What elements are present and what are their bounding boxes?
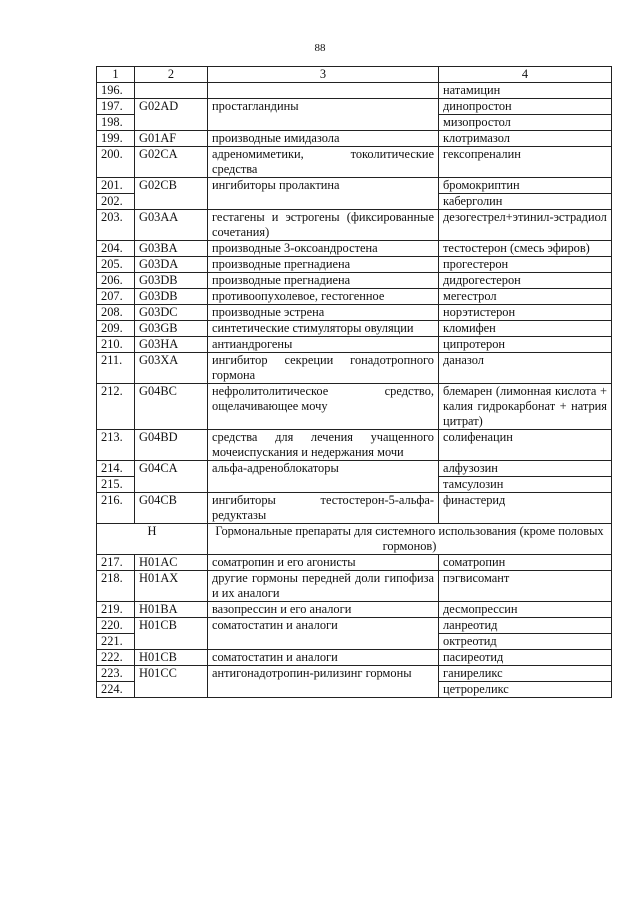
drug-name: финастерид xyxy=(439,493,612,524)
drug-name: октреотид xyxy=(439,634,612,650)
section-row xyxy=(97,524,612,555)
drug-group: производные эстрена xyxy=(208,305,439,321)
atc-code: H01CC xyxy=(135,666,208,698)
drug-name: динопростон xyxy=(439,99,612,115)
header-col-4: 4 xyxy=(439,67,612,83)
row-number: 221. xyxy=(97,634,135,650)
row-number: 203. xyxy=(97,210,135,241)
drug-name: ципротерон xyxy=(439,337,612,353)
drug-name: десмопрессин xyxy=(439,602,612,618)
row-number: 218. xyxy=(97,571,135,602)
atc-code: G02AD xyxy=(135,99,208,131)
row-number: 205. xyxy=(97,257,135,273)
row-number: 207. xyxy=(97,289,135,305)
drug-name: дезогестрел+этинил-эстрадиол xyxy=(439,210,612,241)
drug-name: соматропин xyxy=(439,555,612,571)
row-number: 212. xyxy=(97,384,135,430)
drug-group: гестагены и эстрогены (фиксированные сочетания) xyxy=(208,210,439,241)
header-col-2: 2 xyxy=(135,67,208,83)
drug-group: соматропин и его агонисты xyxy=(208,555,439,571)
atc-code: G02CB xyxy=(135,178,208,210)
drug-group: другие гормоны передней доли гипофиза и их аналоги xyxy=(208,571,439,602)
row-number: 206. xyxy=(97,273,135,289)
table-row xyxy=(97,147,612,178)
atc-code: H01BA xyxy=(135,602,208,618)
page-number: 88 xyxy=(314,42,326,54)
table-row xyxy=(97,555,612,571)
table-row xyxy=(97,353,612,384)
row-number: 219. xyxy=(97,602,135,618)
row-number: 215. xyxy=(97,477,135,493)
drug-group: синтетические стимуляторы овуляции xyxy=(208,321,439,337)
atc-code: G03XA xyxy=(135,353,208,384)
drug-name: мегестрол xyxy=(439,289,612,305)
table-row xyxy=(97,666,612,682)
row-number: 217. xyxy=(97,555,135,571)
row-number: 200. xyxy=(97,147,135,178)
drug-name: дидрогестерон xyxy=(439,273,612,289)
drug-group: производные прегнадиена xyxy=(208,257,439,273)
row-number: 211. xyxy=(97,353,135,384)
atc-code: G03DB xyxy=(135,273,208,289)
atc-code: G04CA xyxy=(135,461,208,493)
header-col-1: 1 xyxy=(97,67,135,83)
row-number: 210. xyxy=(97,337,135,353)
table-row xyxy=(97,210,612,241)
table-row xyxy=(97,618,612,634)
atc-code: G04BC xyxy=(135,384,208,430)
drug-group: производные прегнадиена xyxy=(208,273,439,289)
table-row xyxy=(97,305,612,321)
drug-group: производные имидазола xyxy=(208,131,439,147)
drug-group: вазопрессин и его аналоги xyxy=(208,602,439,618)
row-number: 198. xyxy=(97,115,135,131)
table-row xyxy=(97,99,612,115)
drug-name: тестостерон (смесь эфиров) xyxy=(439,241,612,257)
atc-code: G04CB xyxy=(135,493,208,524)
drug-group xyxy=(208,83,439,99)
section-code: H xyxy=(97,524,208,555)
row-number: 209. xyxy=(97,321,135,337)
atc-code: H01CB xyxy=(135,650,208,666)
row-number: 201. xyxy=(97,178,135,194)
drug-name: натамицин xyxy=(439,83,612,99)
atc-code: G03GB xyxy=(135,321,208,337)
atc-code: G02CA xyxy=(135,147,208,178)
row-number: 214. xyxy=(97,461,135,477)
drug-name: гексопреналин xyxy=(439,147,612,178)
drug-group: альфа-адреноблокаторы xyxy=(208,461,439,493)
drug-name: даназол xyxy=(439,353,612,384)
table-row xyxy=(97,461,612,477)
drug-group: простагландины xyxy=(208,99,439,131)
table-row xyxy=(97,430,612,461)
atc-code: H01AC xyxy=(135,555,208,571)
drug-group: антиандрогены xyxy=(208,337,439,353)
drug-name: блемарен (лимонная кислота + калия гидрокарбонат + натрия цитрат) xyxy=(439,384,612,430)
drug-name: норэтистерон xyxy=(439,305,612,321)
drug-group: ингибиторы пролактина xyxy=(208,178,439,210)
atc-code: G03DB xyxy=(135,289,208,305)
section-title: Гормональные препараты для системного использования (кроме половых гормонов) xyxy=(208,524,612,555)
drug-group: адреномиметики, токолитические средства xyxy=(208,147,439,178)
header-col-3: 3 xyxy=(208,67,439,83)
atc-code: G04BD xyxy=(135,430,208,461)
drug-name: кломифен xyxy=(439,321,612,337)
drug-name: тамсулозин xyxy=(439,477,612,493)
drug-name: цетрореликс xyxy=(439,682,612,698)
table-row xyxy=(97,384,612,430)
drug-name: бромокриптин xyxy=(439,178,612,194)
row-number: 197. xyxy=(97,99,135,115)
atc-code: G01AF xyxy=(135,131,208,147)
drug-group: средства для лечения учащенного мочеиспускания и недержания мочи xyxy=(208,430,439,461)
table-row xyxy=(97,571,612,602)
drug-name: прогестерон xyxy=(439,257,612,273)
row-number: 199. xyxy=(97,131,135,147)
atc-code: G03AA xyxy=(135,210,208,241)
row-number: 202. xyxy=(97,194,135,210)
drug-name: мизопростол xyxy=(439,115,612,131)
drug-group: ингибитор секреции гонадотропного гормона xyxy=(208,353,439,384)
table-row xyxy=(97,493,612,524)
drug-name: пасиреотид xyxy=(439,650,612,666)
row-number: 213. xyxy=(97,430,135,461)
drug-group: противоопухолевое, гестогенное xyxy=(208,289,439,305)
table-row xyxy=(97,131,612,147)
atc-code: G03HA xyxy=(135,337,208,353)
drug-name: ганиреликс xyxy=(439,666,612,682)
table-body xyxy=(97,83,612,698)
atc-code: G03DA xyxy=(135,257,208,273)
table-row xyxy=(97,241,612,257)
drug-name: клотримазол xyxy=(439,131,612,147)
row-number: 222. xyxy=(97,650,135,666)
row-number: 220. xyxy=(97,618,135,634)
atc-code: H01AX xyxy=(135,571,208,602)
table-row xyxy=(97,289,612,305)
drug-name: алфузозин xyxy=(439,461,612,477)
table-row xyxy=(97,321,612,337)
drug-group: нефролитолитическое средство, ощелачивающее мочу xyxy=(208,384,439,430)
atc-code: H01CB xyxy=(135,618,208,650)
drug-name: каберголин xyxy=(439,194,612,210)
table-row xyxy=(97,178,612,194)
drug-group: соматостатин и аналоги xyxy=(208,650,439,666)
drug-name: пэгвисомант xyxy=(439,571,612,602)
drug-group: антигонадотропин-рилизинг гормоны xyxy=(208,666,439,698)
drug-group: ингибиторы тестостерон-5-альфа-редуктазы xyxy=(208,493,439,524)
table-row xyxy=(97,273,612,289)
table-row xyxy=(97,650,612,666)
row-number: 216. xyxy=(97,493,135,524)
atc-code: G03BA xyxy=(135,241,208,257)
drug-name: солифенацин xyxy=(439,430,612,461)
row-number: 204. xyxy=(97,241,135,257)
table-row xyxy=(97,602,612,618)
atc-code xyxy=(135,83,208,99)
table-row xyxy=(97,257,612,273)
row-number: 223. xyxy=(97,666,135,682)
row-number: 224. xyxy=(97,682,135,698)
table-row xyxy=(97,337,612,353)
drug-group: производные 3-оксоандростена xyxy=(208,241,439,257)
header-row xyxy=(97,67,612,83)
table-row xyxy=(97,83,612,99)
medication-table xyxy=(96,66,612,698)
drug-name: ланреотид xyxy=(439,618,612,634)
drug-group: соматостатин и аналоги xyxy=(208,618,439,650)
atc-code: G03DC xyxy=(135,305,208,321)
row-number: 196. xyxy=(97,83,135,99)
row-number: 208. xyxy=(97,305,135,321)
